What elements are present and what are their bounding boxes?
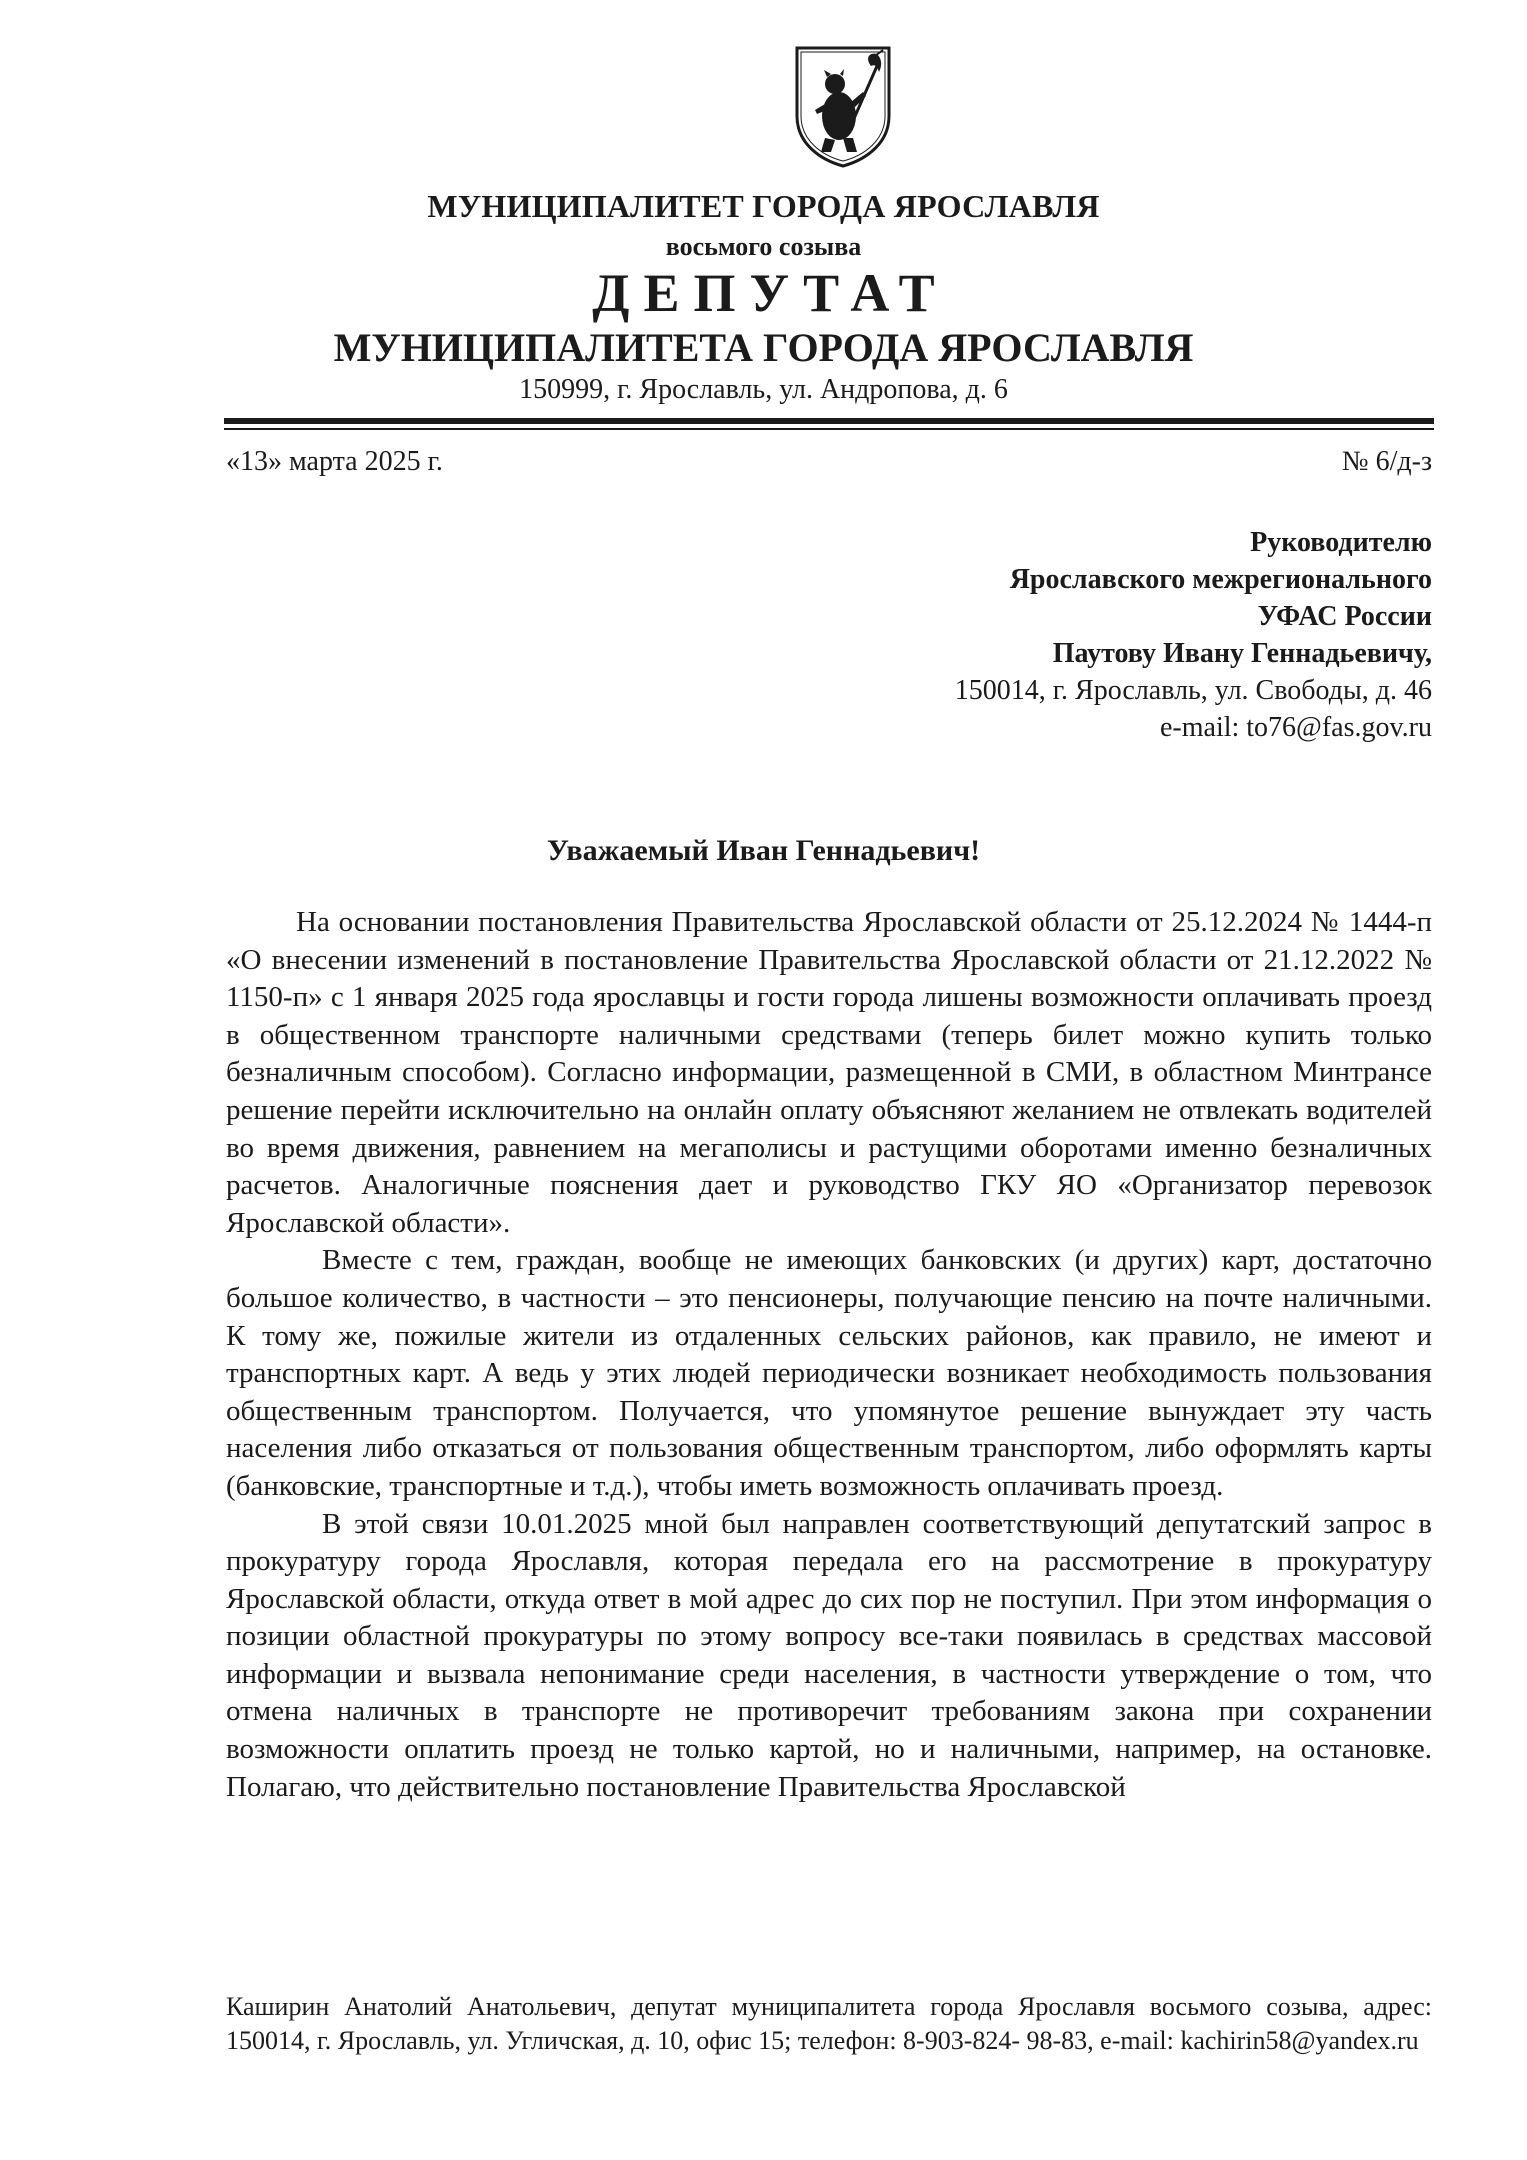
yaroslavl-coat-of-arms-icon (791, 44, 895, 168)
body-paragraph: На основании постановления Правительства Ярославской области от 25.12.2024 № 1444-п «О внесении изменений в постановление Правительства Ярославской области от 21.12.2022 № 1150-п» с 1 января 2025 года ярославцы и гости города лишены возможности оплачивать проезд в общественном транспорте наличными средствами (теперь билет можно купить только безналичным способом). Согласно информации, размещенной в СМИ, в областном Минтрансе решение перейти исключительно на онлайн оплату объясняют желанием не отвлекать водителей во время движения, равнением на мегаполисы и растущими оборотами именно безналичных расчетов. Аналогичные пояснения дает и руководство ГКУ ЯО «Организатор перевозок Ярославской области». (226, 906, 1432, 1239)
addressee-address: 150014, г. Ярославль, ул. Свободы, д. 46 (954, 675, 1432, 706)
letter-number: № 6/д-з (1341, 446, 1432, 477)
letter-date: «13» марта 2025 г. (226, 446, 443, 477)
letterhead-subtitle: МУНИЦИПАЛИТЕТА ГОРОДА ЯРОСЛАВЛЯ (333, 325, 1194, 370)
addressee-line: УФАС России (1257, 601, 1432, 632)
addressee-block (955, 524, 1432, 746)
body-paragraph: Вместе с тем, граждан, вообще не имеющих банковских (и других) карт, достаточно большое количество, в частности – это пенсионеры, получающие пенсию на почте наличными. К тому же, пожилые жители из отдаленных сельских районов, как правило, не имеют и транспортных карт. А ведь у этих людей периодически возникает необходимость пользования общественным транспортом. Получается, что упомянутое решение вынуждает эту часть населения либо отказаться от пользования общественным транспортом, либо оформлять карты (банковские, транспортные и т.д.), чтобы иметь возможность оплачивать проезд. (226, 1244, 1432, 1502)
letterhead-title: ДЕПУТАТ (592, 263, 949, 323)
body-paragraph: В этой связи 10.01.2025 мной был направлен соответствующий депутатский запрос в прокуратуру города Ярославля, которая передала его на рассмотрение в прокуратуру Ярославской области, откуда ответ в мой адрес до сих пор не поступил. При этом информация о позиции областной прокуратуры по этому вопросу все-таки появилась в средствах массовой информации и вызвала непонимание среди населения, в частности утверждение о том, что отмена наличных в транспорте не противоречит требованиям закона при сохранении возможности оплатить проезд не только картой, но и наличными, например, на остановке. Полагаю, что действительно постановление Правительства Ярославской (226, 1507, 1432, 1803)
addressee-name: Паутову Ивану Геннадьевичу, (1052, 638, 1432, 669)
letter-body (226, 904, 1432, 1806)
addressee-line: Ярославского межрегионального (1009, 564, 1432, 595)
header-divider-thick (224, 418, 1434, 424)
addressee-line: Руководителю (1250, 527, 1432, 558)
org-name: МУНИЦИПАЛИТЕТ ГОРОДА ЯРОСЛАВЛЯ (427, 188, 1100, 224)
addressee-email: e-mail: to76@fas.gov.ru (1159, 712, 1432, 743)
convocation: восьмого созыва (665, 232, 862, 261)
letterhead-address: 150999, г. Ярославль, ул. Андропова, д. 6 (519, 374, 1008, 405)
header-divider-thin (224, 428, 1434, 430)
footer-contact: Каширин Анатолий Анатольевич, депутат муниципалитета города Ярославля восьмого созыва, адрес: 150014, г. Ярославль, ул. Угличская, д. 10, офис 15; телефон: 8-903-824- 98-83, e-mail: kachirin58@yandex.ru (226, 1992, 1432, 2055)
greeting: Уважаемый Иван Геннадьевич! (546, 834, 981, 867)
